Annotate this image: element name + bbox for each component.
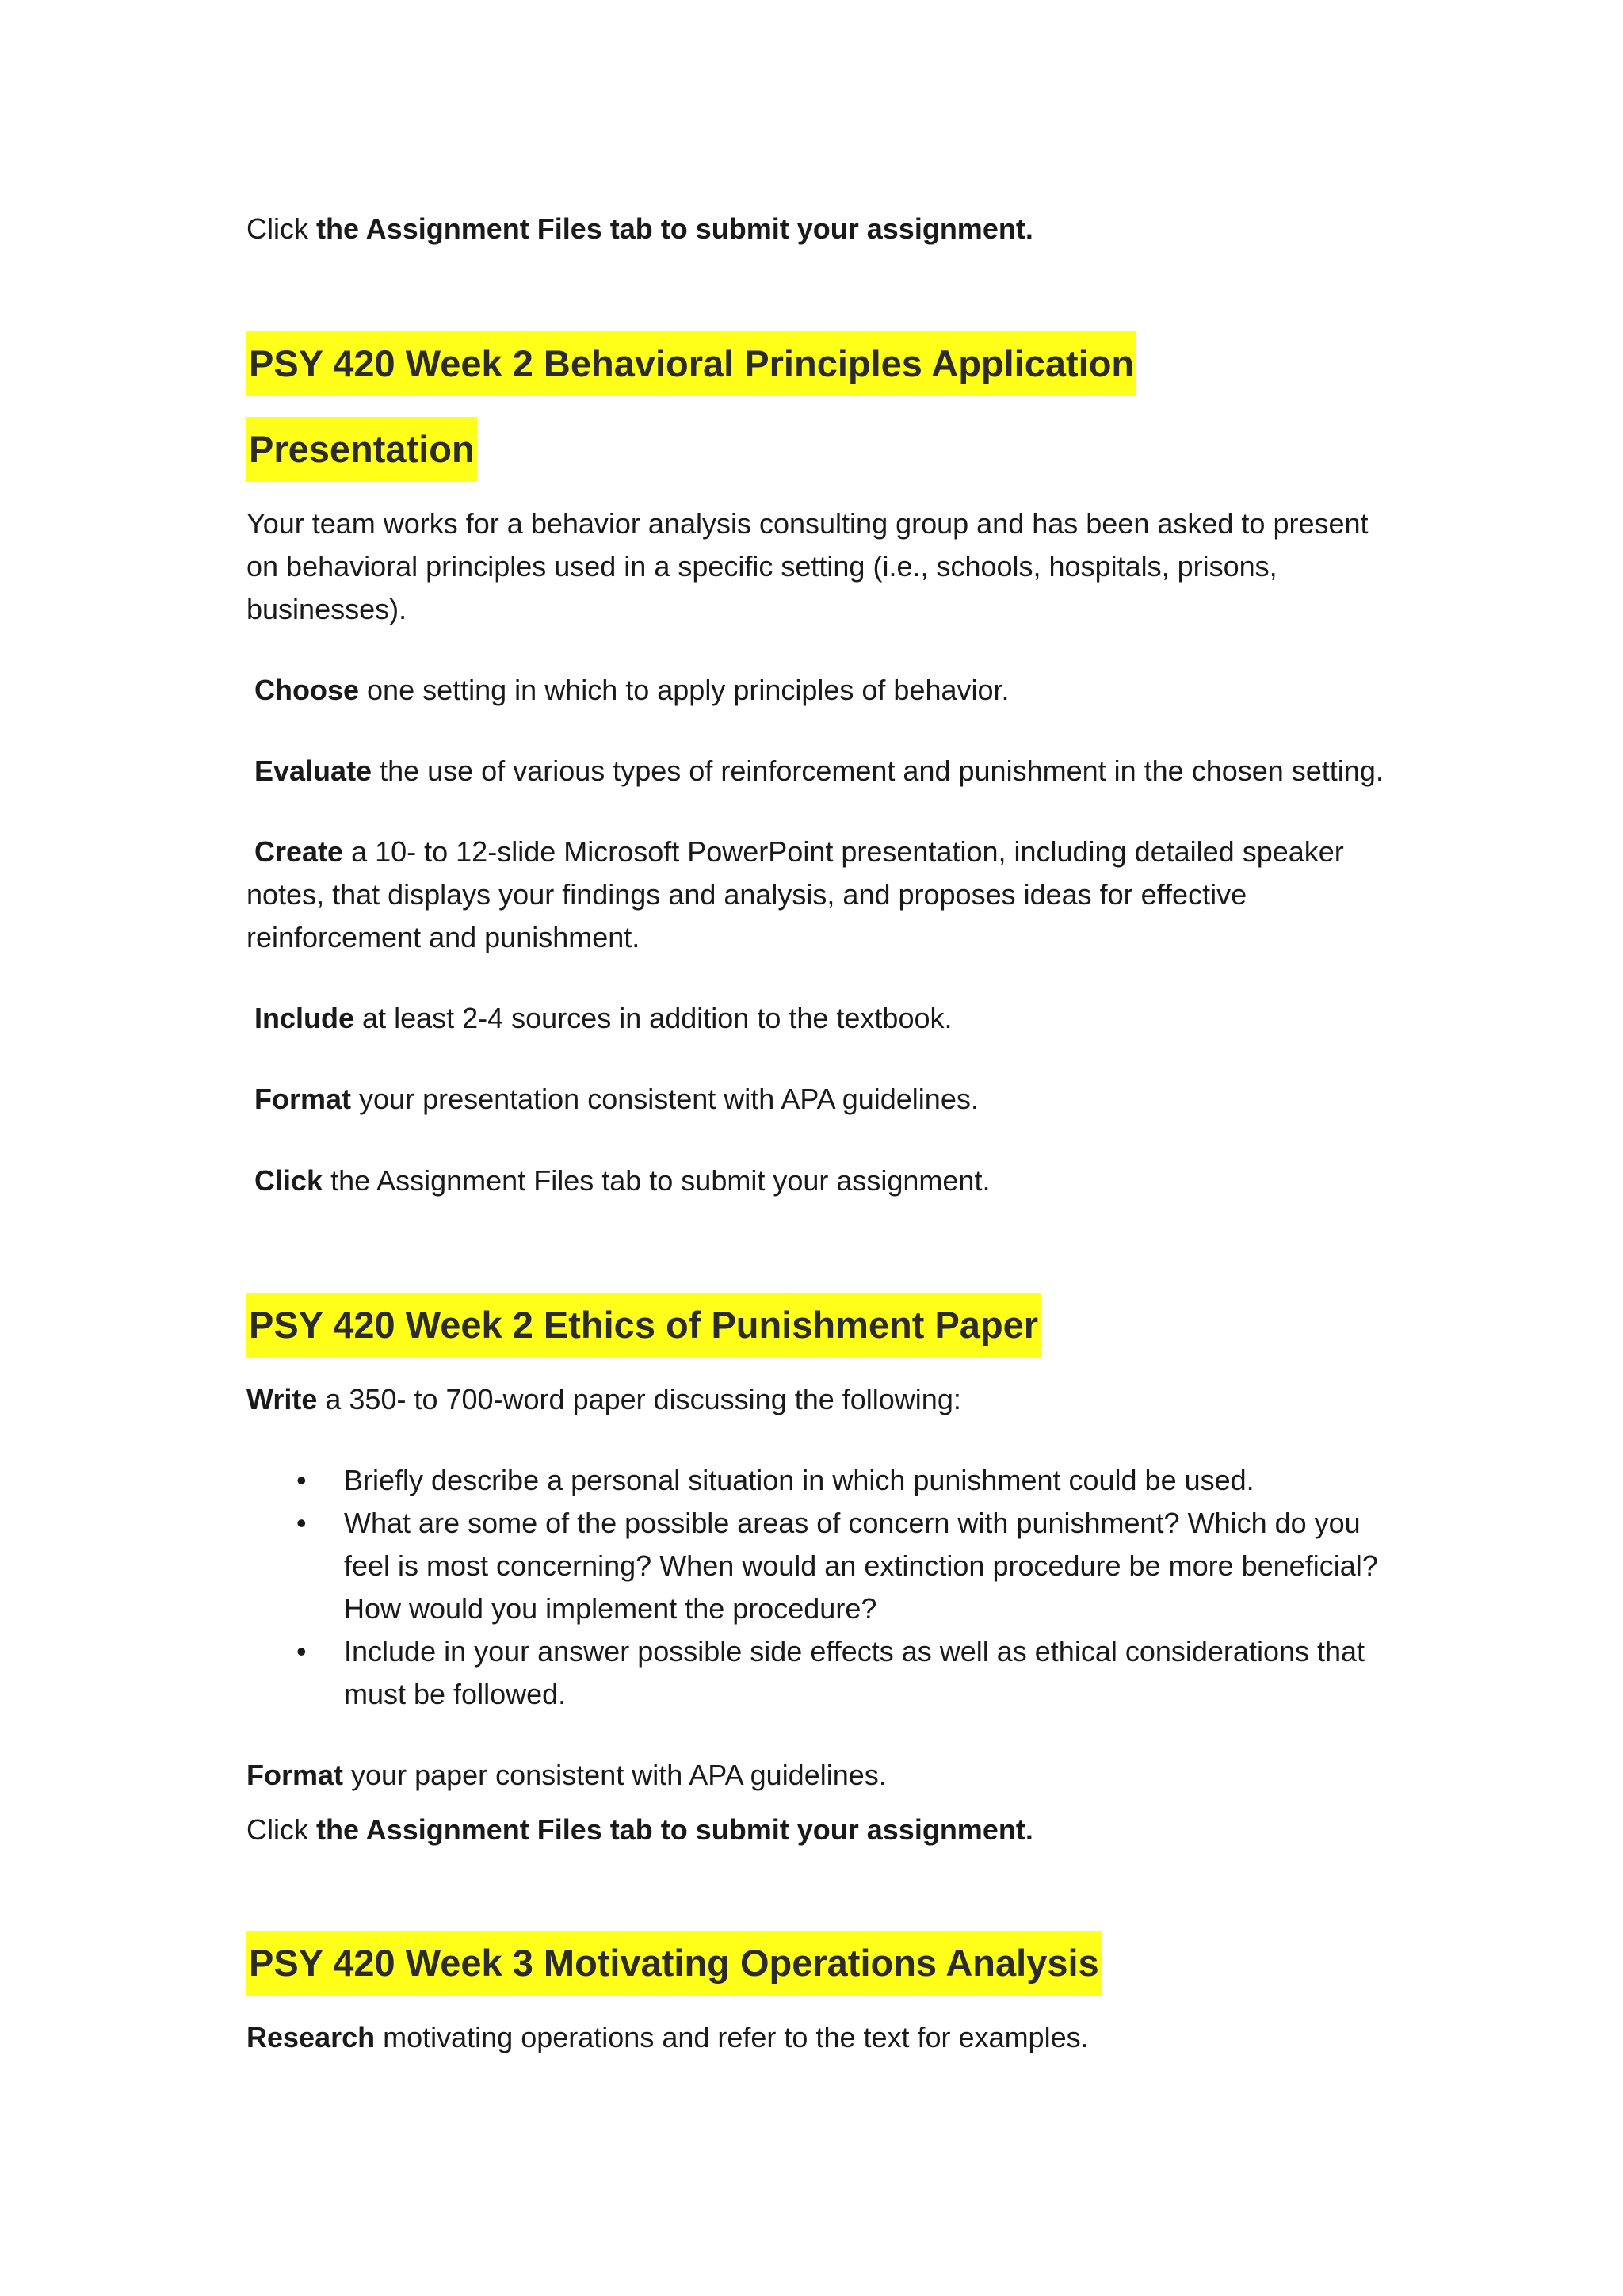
bullet-item-cont: How would you implement the procedure? [344, 1592, 877, 1625]
research-rest: motivating operations and refer to the text for examples. [383, 2021, 1089, 2053]
intro-click-rest: the Assignment Files tab to submit your assignment. [316, 212, 1033, 245]
research-line [246, 2016, 1089, 2059]
bullet-item-cont: feel is most concerning? When would an extinction procedure be more beneficial? [344, 1549, 1378, 1582]
paper-click-word: Click [246, 1813, 308, 1846]
create-bold: Create [254, 835, 344, 868]
create-line2: notes, that displays your findings and analysis, and proposes ideas for effective [246, 878, 1247, 911]
research-bold: Research [246, 2021, 376, 2053]
choose-rest: one setting in which to apply principles of behavior. [367, 674, 1010, 706]
click-line [254, 1159, 990, 1202]
intro-click-word: Click [246, 212, 308, 245]
format-bold: Format [254, 1083, 352, 1115]
evaluate-bold: Evaluate [254, 755, 372, 787]
click-bold: Click [254, 1164, 323, 1197]
paper-format-line [246, 1754, 887, 1797]
format-rest: your presentation consistent with APA guidelines. [359, 1083, 979, 1115]
write-line [246, 1378, 961, 1421]
evaluate-line [254, 750, 1384, 793]
format-line [254, 1078, 979, 1121]
paper-format-bold: Format [246, 1759, 344, 1791]
section3-heading: PSY 420 Week 3 Motivating Operations Analysis [246, 1931, 1102, 1996]
section1-para-line: Your team works for a behavior analysis consulting group and has been asked to present [246, 507, 1369, 540]
bullet-item: Include in your answer possible side effects as well as ethical considerations that [344, 1635, 1365, 1668]
section1-para-line: on behavioral principles used in a specific setting (i.e., schools, hospitals, prisons, [246, 550, 1277, 583]
write-rest: a 350- to 700-word paper discussing the following: [325, 1383, 961, 1415]
paper-format-rest: your paper consistent with APA guidelines. [351, 1759, 887, 1791]
bullet-marker: • [296, 1635, 307, 1668]
bullet-marker: • [296, 1507, 307, 1539]
intro-line [246, 208, 1033, 250]
create-line3: reinforcement and punishment. [246, 921, 640, 953]
bullet-item: Briefly describe a personal situation in which punishment could be used. [344, 1464, 1254, 1496]
include-line [254, 997, 953, 1040]
write-bold: Write [246, 1383, 318, 1415]
section1-heading-line1: PSY 420 Week 2 Behavioral Principles Application [246, 331, 1136, 396]
include-rest: at least 2-4 sources in addition to the textbook. [362, 1002, 953, 1034]
paper-click-line [246, 1809, 1033, 1851]
click-rest: the Assignment Files tab to submit your assignment. [330, 1164, 991, 1197]
paper-click-rest: the Assignment Files tab to submit your assignment. [316, 1813, 1033, 1846]
create-rest: a 10- to 12-slide Microsoft PowerPoint presentation, including detailed speaker [351, 835, 1344, 868]
section1-para-line: businesses). [246, 593, 407, 625]
choose-bold: Choose [254, 674, 360, 706]
evaluate-rest: the use of various types of reinforcement and punishment in the chosen setting. [380, 755, 1384, 787]
bullet-marker: • [296, 1464, 307, 1496]
include-bold: Include [254, 1002, 355, 1034]
create-line [254, 831, 1344, 873]
section1-heading-line2: Presentation [246, 417, 477, 482]
choose-line [254, 669, 1010, 712]
bullet-item: What are some of the possible areas of concern with punishment? Which do you [344, 1507, 1361, 1539]
bullet-item-cont: must be followed. [344, 1678, 567, 1710]
section2-heading: PSY 420 Week 2 Ethics of Punishment Paper [246, 1293, 1041, 1358]
